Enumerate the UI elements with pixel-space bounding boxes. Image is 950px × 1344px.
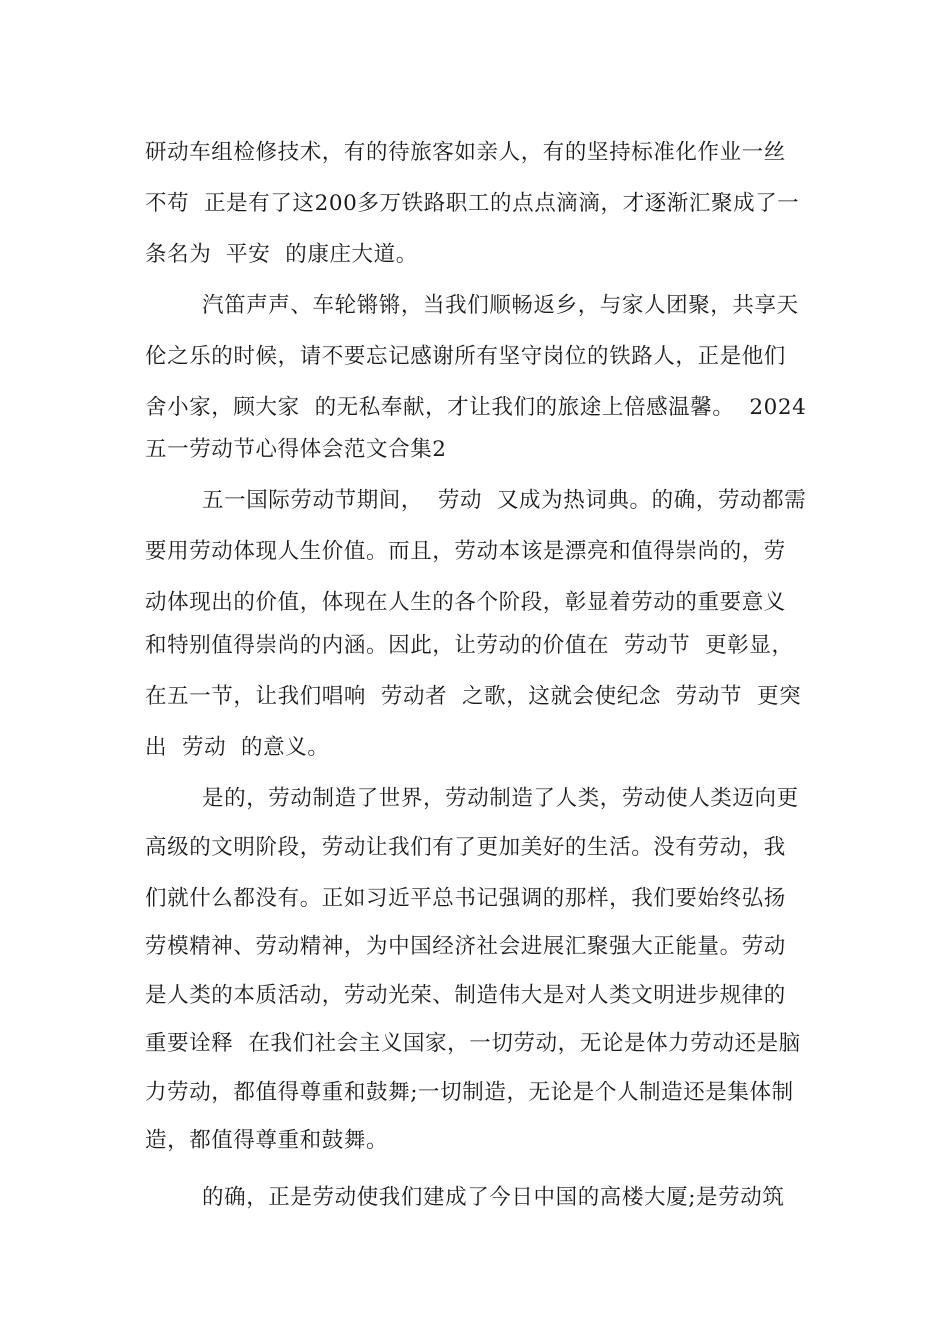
text-line: 造，都值得尊重和鼓舞。 (145, 1128, 389, 1153)
text-line: 动体现出的价值，体现在人生的各个阶段，彰显着劳动的重要意义 (145, 590, 786, 615)
text-line: 力劳动，都值得尊重和鼓舞;一切制造，无论是个人制造还是集体制 (145, 1080, 794, 1105)
text-line: 舍小家，顾大家 的无私奉献，才让我们的旅途上倍感温馨。 2024 (145, 395, 807, 420)
text-line: 不苟 正是有了这200多万铁路职工的点点滴滴，才逐渐汇聚成了一 (145, 191, 800, 216)
text-line: 们就什么都没有。正如习近平总书记强调的那样，我们要始终弘扬 (145, 886, 786, 911)
section-heading: 五一劳动节心得体会范文合集2 (145, 437, 447, 462)
paragraph-first-line: 汽笛声声、车轮锵锵，当我们顺畅返乡，与家人团聚，共享天 (202, 293, 799, 318)
text-line: 要用劳动体现人生价值。而且，劳动本该是漂亮和值得崇尚的，劳 (145, 539, 786, 564)
paragraph-first-line: 五一国际劳动节期间， 劳动 又成为热词典。的确，劳动都需 (202, 488, 807, 513)
paragraph-first-line: 是的，劳动制造了世界，劳动制造了人类，劳动使人类迈向更 (202, 786, 799, 811)
text-line: 重要诠释 在我们社会主义国家，一切劳动，无论是体力劳动还是脑 (145, 1031, 801, 1056)
text-line: 研动车组检修技术，有的待旅客如亲人，有的坚持标准化作业一丝 (145, 140, 786, 165)
text-line: 出 劳动 的意义。 (145, 735, 330, 760)
paragraph-first-line: 的确，正是劳动使我们建成了今日中国的高楼大厦;是劳动筑 (202, 1185, 785, 1210)
text-line: 是人类的本质活动，劳动光荣、制造伟大是对人类文明进步规律的 (145, 983, 786, 1008)
text-line: 高级的文明阶段，劳动让我们有了更加美好的生活。没有劳动，我 (145, 835, 786, 860)
text-line: 伦之乐的时候，请不要忘记感谢所有坚守岗位的铁路人，正是他们 (145, 344, 786, 369)
text-line: 和特别值得崇尚的内涵。因此，让劳动的价值在 劳动节 更彰显， (145, 633, 794, 658)
text-line: 条名为 平安 的康庄大道。 (145, 242, 418, 267)
text-line: 劳模精神、劳动精神，为中国经济社会进展汇聚强大正能量。劳动 (145, 934, 786, 959)
text-line: 在五一节，让我们唱响 劳动者 之歌，这就会使纪念 劳动节 更突 (145, 684, 802, 709)
